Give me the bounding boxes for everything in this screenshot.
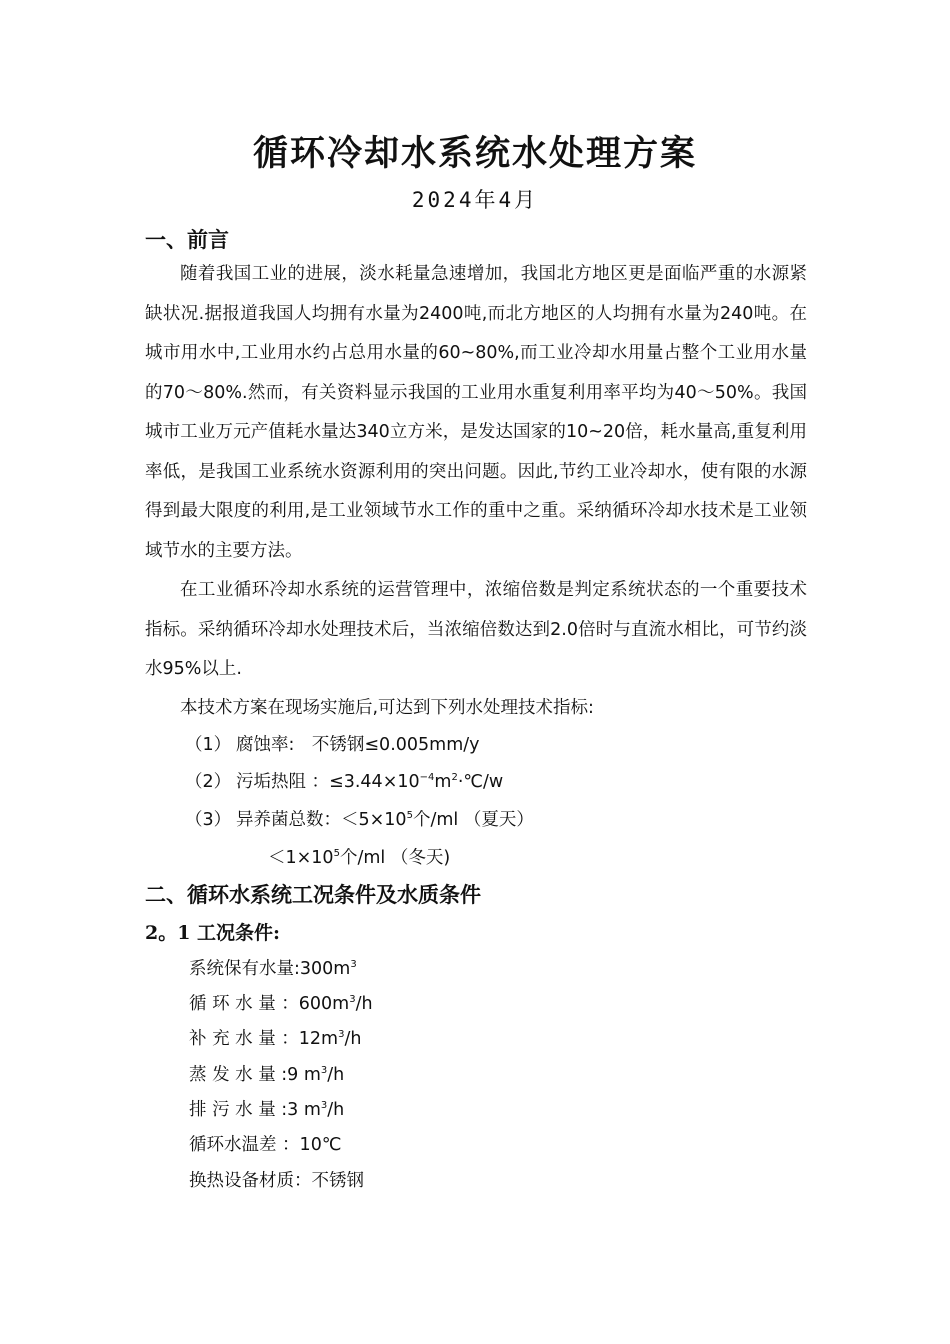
indicator-fouling-resistance: 污垢热阻 ：$\le 3.44\times 10^{-4}m^2\cdot℃/w$ [236,772,504,792]
paragraph-1: 随着我国工业的进展，淡水耗量急速增加，我国北方地区更是面临严重的水源紧缺状况.据报道我国人均拥有水量为2400吨,而北方地区的人均拥有水量为240吨。在城市用水中,工业用水约占总用水量的60~80%,而工业冷却水用量占整个工业用水量的70～80%.然而，有关资料显示我国的工业用水重复利用率平均为40～50%。我国城市工业万元产值耗水量达340立方米，是发达国家的10~20倍，耗水量高,重复利用率低，是我国工业系统水资源利用的突出问题。因此,节约工业冷却水，使有限的水源得到最大限度的利用,是工业领域节水工作的重中之重。采纳循环冷却水技术是工业领域节水的主要方法。 [145,264,807,561]
condition-system-volume: 系统保有水量$:300m^3$ [189,959,357,979]
condition-exchanger-material: 换热设备材质：不锈钢 [189,1171,364,1191]
indicator-bacteria-winter: $<1\times 10^5$个/ml （冬天) [268,848,451,868]
indicator-number-2: （2） [185,772,232,792]
paragraph-3: 本技术方案在现场实施后,可达到下列水处理技术指标: [180,698,594,718]
indicator-number-3: （3） [185,810,232,830]
indicator-corrosion-rate: 腐蚀率: 不锈钢≤0.005mm/y [236,735,480,755]
section-heading-conditions: 二、循环水系统工况条件及水质条件 [145,882,481,907]
subsection-heading-operating-conditions: 2。1 工况条件: [145,922,281,944]
section-heading-preface: 一、前言 [145,227,229,252]
document-date: 2024年4月 [411,188,539,212]
paragraph-2: 在工业循环冷却水系统的运营管理中，浓缩倍数是判定系统状态的一个重要技术指标。采纳循环冷却水处理技术后，当浓缩倍数达到2.0倍时与直流水相比，可节约淡水95%以上. [145,580,807,679]
condition-evaporation-flow: 蒸 发 水 量 :9 $m^3/h$ [189,1065,345,1085]
condition-temperature-difference: 循环水温差 ：10℃ [189,1135,342,1155]
condition-makeup-flow: 补 充 水 量 ：$12m^3/h$ [189,1029,362,1049]
condition-circulating-flow: 循 环 水 量 ：$600m^3/h$ [189,994,373,1014]
indicator-bacteria-summer: 异养菌总数：$<5\times 10^5$个/ml （夏天） [236,810,534,830]
indicator-number-1: （1） [185,735,232,755]
document-title: 循环冷却水系统水处理方案 [252,133,697,174]
condition-blowdown-flow: 排 污 水 量 :3 $m^3/h$ [189,1100,345,1120]
